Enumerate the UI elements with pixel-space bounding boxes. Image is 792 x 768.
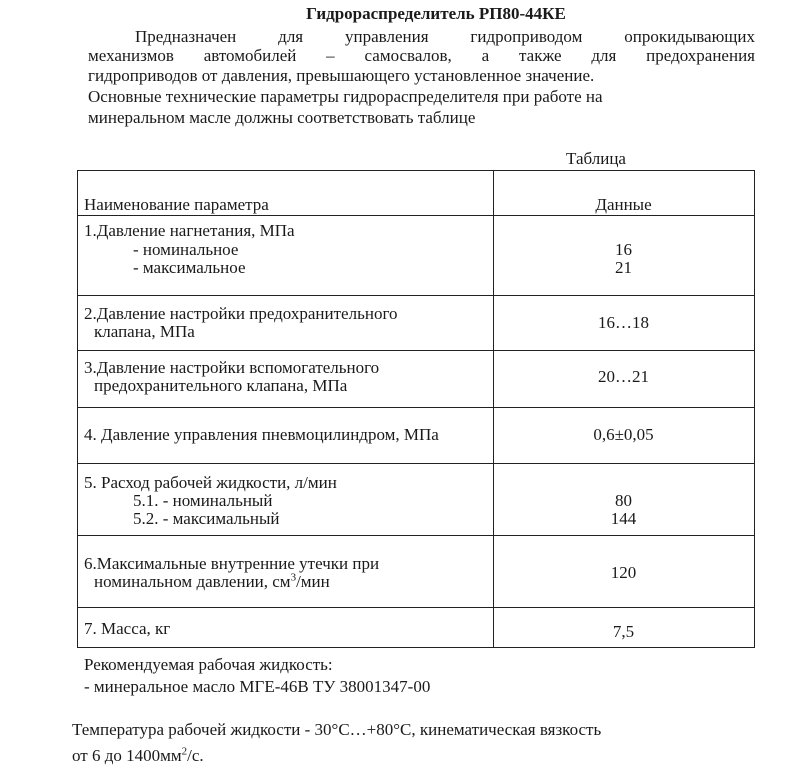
intro-line-1: Предназначен для управления гидроприводом опрокидывающих	[135, 27, 755, 46]
table-header-value: Данные	[595, 195, 652, 214]
row-5-value-1: 80	[615, 491, 632, 510]
row-1-value-2: 21	[615, 258, 632, 277]
row-5-sub-1: 5.1. - номинальный	[133, 491, 273, 510]
row-3-param-cont: предохранительного клапана, МПа	[94, 376, 348, 395]
row-1-sub-2: - максимальное	[133, 258, 246, 277]
row-5-sub-2: 5.2. - максимальный	[133, 509, 280, 528]
row-1-param: 1.Давление нагнетания, МПа	[84, 221, 295, 240]
row-6-value: 120	[610, 563, 637, 582]
row-3-value: 20…21	[598, 367, 649, 386]
table-row-divider	[78, 350, 754, 351]
row-2-value: 16…18	[598, 313, 649, 332]
table-header-param: Наименование параметра	[84, 195, 269, 214]
intro-line-4: Основные технические параметры гидрораспределителя при работе на	[88, 87, 603, 106]
table-row-divider	[78, 535, 754, 536]
row-5-param: 5. Расход рабочей жидкости, л/мин	[84, 473, 337, 492]
row-4-param: 4. Давление управления пневмоцилиндром, МПа	[84, 425, 439, 444]
row-2-param: 2.Давление настройки предохранительного	[84, 304, 398, 323]
row-2-param-cont: клапана, МПа	[94, 322, 195, 341]
row-1-sub-1: - номинальное	[133, 240, 239, 259]
row-6-param-cont: номинальном давлении, $см^3$/мин	[94, 571, 330, 591]
table-row-divider	[78, 463, 754, 464]
footer-line-3: Температура рабочей жидкости - 30°С…+80°С, кинематическая вязкость	[72, 720, 602, 739]
row-7-value: 7,5	[612, 622, 635, 641]
row-7-param: 7. Масса, кг	[84, 619, 171, 638]
footer-line-1: Рекомендуемая рабочая жидкость:	[84, 655, 333, 674]
intro-line-5: минеральном масле должны соответствовать таблице	[88, 108, 476, 127]
row-3-param: 3.Давление настройки вспомогательного	[84, 358, 380, 377]
row-1-value-1: 16	[615, 240, 632, 259]
table-row-divider	[78, 215, 754, 216]
table-caption: Таблица	[566, 149, 626, 168]
row-4-value: 0,6±0,05	[593, 425, 654, 444]
footer-line-2: - минеральное масло МГЕ-46В ТУ 38001347-00	[84, 677, 431, 696]
intro-line-2: механизмов автомобилей – самосвалов, а также для предохранения	[88, 46, 755, 65]
table-row-divider	[78, 607, 754, 608]
row-5-value-2: 144	[610, 509, 637, 528]
spec-table	[77, 170, 755, 648]
intro-line-3: гидроприводов от давления, превышающего установленное значение.	[88, 66, 595, 85]
table-row-divider	[78, 295, 754, 296]
footer-line-4: от 6 до $1400мм^2/с$.	[72, 745, 204, 765]
row-6-param: 6.Максимальные внутренние утечки при	[84, 554, 380, 573]
document-title: Гидрораспределитель РП80-44КЕ	[306, 4, 566, 23]
table-row-divider	[78, 407, 754, 408]
